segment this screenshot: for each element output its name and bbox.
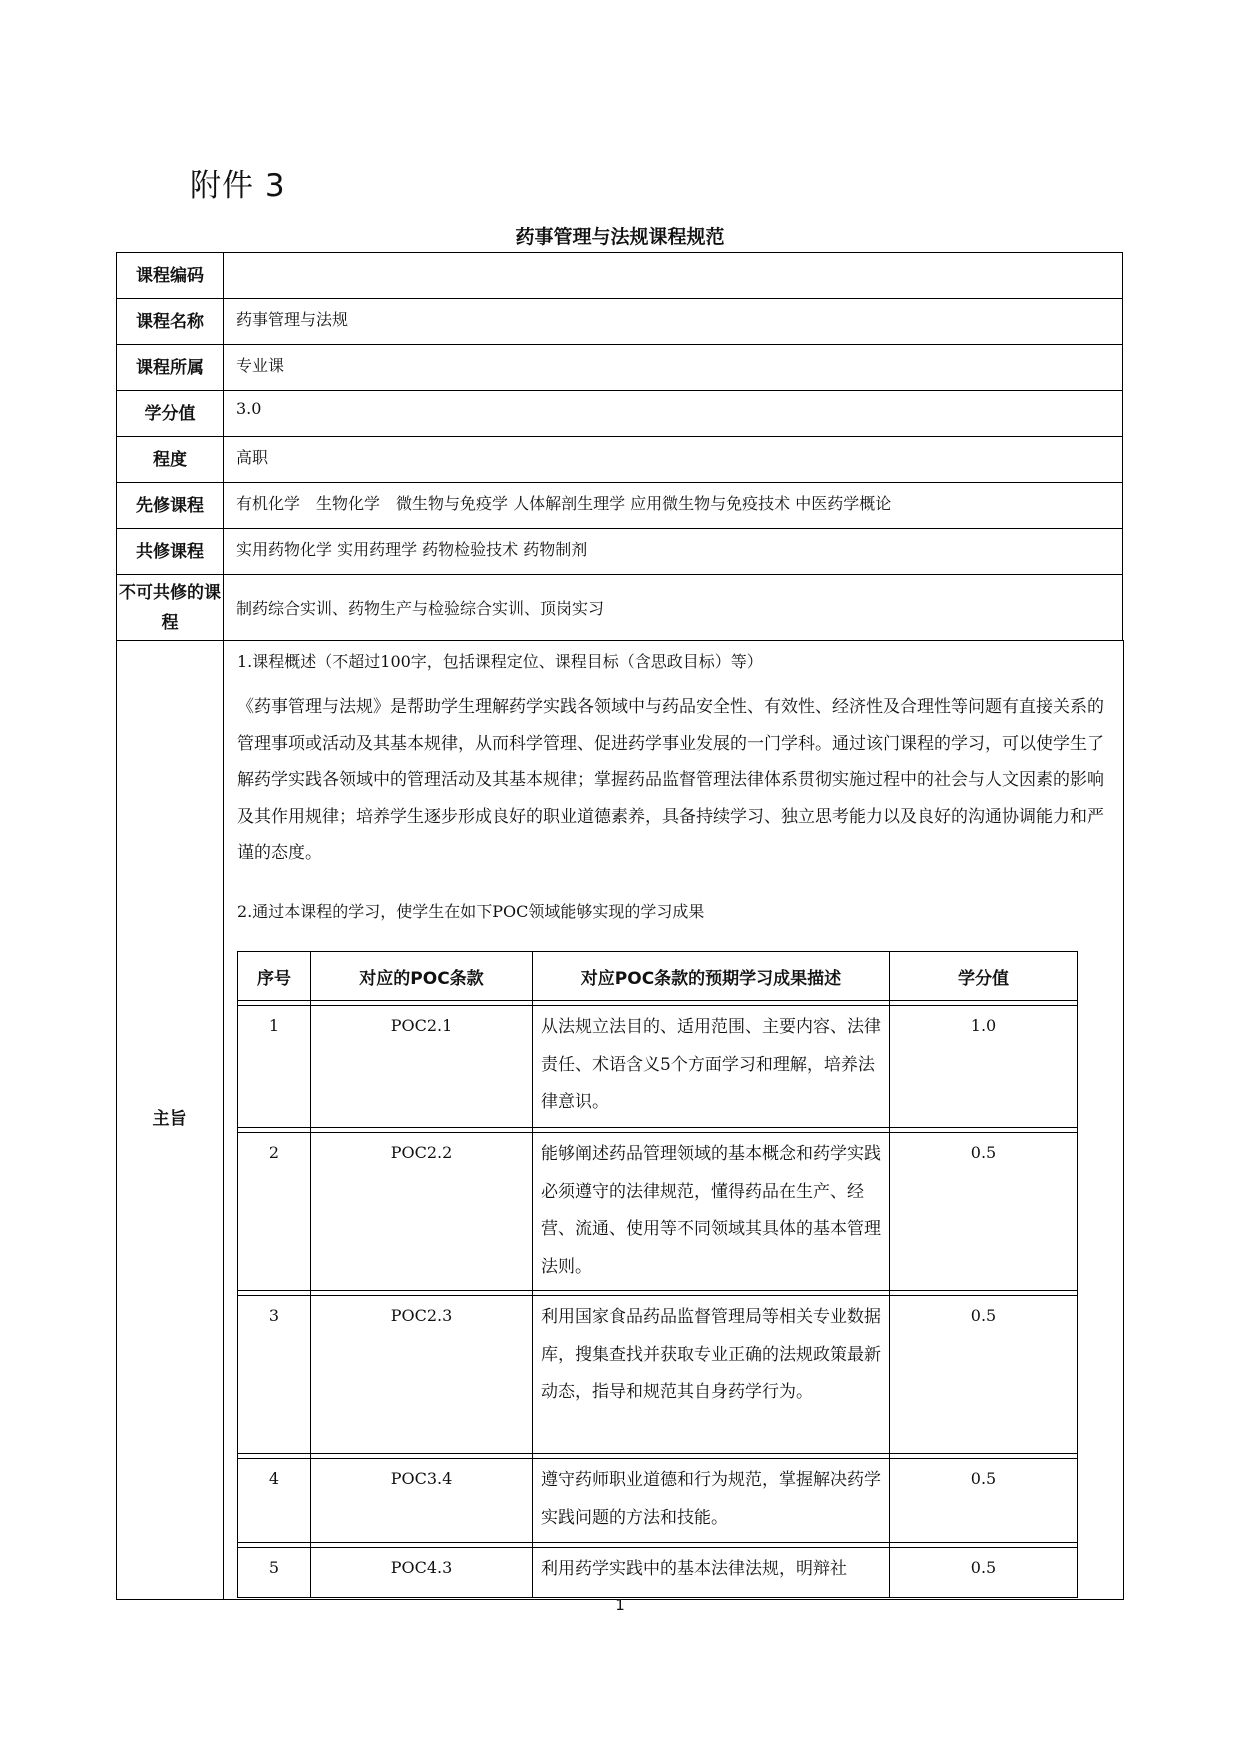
document-title: 药事管理与法规课程规范	[515, 226, 725, 248]
row-no: 4	[238, 1459, 311, 1543]
row-credit: 0.5	[890, 1133, 1078, 1291]
label-course-category: 课程所属	[117, 345, 224, 391]
row-credit: 0.5	[890, 1459, 1078, 1543]
label-level: 程度	[117, 437, 224, 483]
course-spec-table	[116, 252, 1123, 641]
label-course-name: 课程名称	[117, 299, 224, 345]
row-no: 5	[238, 1548, 311, 1598]
row-prerequisites	[117, 483, 1123, 529]
label-exclusions	[117, 575, 224, 641]
row-desc: 利用药学实践中的基本法律法规，明辩社	[533, 1548, 890, 1598]
row-poc: POC4.3	[311, 1548, 533, 1598]
main-right-border	[1123, 640, 1124, 1600]
table-row	[238, 1133, 1078, 1291]
value-prerequisites: 有机化学 生物化学 微生物与免疫学 人体解剖生理学 应用微生物与免疫技术 中医药学概论	[236, 494, 892, 513]
row-poc: POC2.3	[311, 1296, 533, 1454]
row-credits	[117, 391, 1123, 437]
value-corequisites: 实用药物化学 实用药理学 药物检验技术 药物制剂	[236, 540, 588, 559]
main-label: 主旨	[152, 1109, 187, 1129]
header-desc: 对应POC条款的预期学习成果描述	[533, 952, 890, 1001]
overview-paragraph: 《药事管理与法规》是帮助学生理解药学实践各领域中与药品安全性、有效性、经济性及合理性等问题有直接关系的管理事项或活动及其基本规律，从而科学管理、促进药学事业发展的一门学科。通过该门课程的学习，可以使学生了解药学实践各领域中的管理活动及其基本规律；掌握药品监督管理法律体系贯彻实施过程中的社会与人文因素的影响及其作用规律；培养学生逐步形成良好的职业道德素养，具备持续学习、独立思考能力以及良好的沟通协调能力和严谨的态度。	[237, 697, 1104, 864]
row-course-code	[117, 253, 1123, 299]
row-corequisites	[117, 529, 1123, 575]
header-credit: 学分值	[890, 952, 1078, 1001]
row-course-name	[117, 299, 1123, 345]
row-no: 3	[238, 1296, 311, 1454]
outcomes-table	[237, 951, 1078, 1598]
value-course-name: 药事管理与法规	[236, 310, 349, 329]
header-no: 序号	[238, 952, 311, 1001]
row-poc: POC2.1	[311, 1006, 533, 1128]
table-row	[238, 1296, 1078, 1454]
row-credit: 0.5	[890, 1296, 1078, 1454]
label-corequisites: 共修课程	[117, 529, 224, 575]
table-row	[238, 1006, 1078, 1128]
main-divider	[223, 640, 224, 1600]
row-desc: 能够阐述药品管理领域的基本概念和药学实践必须遵守的法律规范，懂得药品在生产、经营、流通、使用等不同领域其具体的基本管理法则。	[533, 1133, 890, 1291]
row-credit: 0.5	[890, 1548, 1078, 1598]
table-row	[238, 1548, 1078, 1598]
row-desc: 遵守药师职业道德和行为规范，掌握解决药学实践问题的方法和技能。	[533, 1459, 890, 1543]
row-no: 2	[238, 1133, 311, 1291]
row-no: 1	[238, 1006, 311, 1128]
row-poc: POC2.2	[311, 1133, 533, 1291]
page-number: 1	[615, 1596, 625, 1614]
attachment-label: 附件 3	[190, 168, 286, 204]
row-desc: 利用国家食品药品监督管理局等相关专业数据库，搜集查找并获取专业正确的法规政策最新动态，指导和规范其自身药学行为。	[533, 1296, 890, 1454]
label-credits: 学分值	[117, 391, 224, 437]
label-course-code: 课程编码	[117, 253, 224, 299]
row-exclusions	[117, 575, 1123, 641]
value-course-category: 专业课	[236, 356, 285, 375]
label-prerequisites: 先修课程	[117, 483, 224, 529]
section-overview-heading: 1.课程概述（不超过100字，包括课程定位、课程目标（含思政目标）等）	[237, 652, 763, 671]
table-row	[238, 1459, 1078, 1543]
section-outcomes-heading: 2.通过本课程的学习，使学生在如下POC领域能够实现的学习成果	[237, 902, 705, 921]
label-exclusions-text: 不可共修的课程	[119, 582, 221, 633]
header-poc: 对应的POC条款	[311, 952, 533, 1001]
value-course-code	[236, 253, 1110, 261]
value-credits: 3.0	[236, 399, 262, 418]
row-poc: POC3.4	[311, 1459, 533, 1543]
row-desc: 从法规立法目的、适用范围、主要内容、法律责任、术语含义5个方面学习和理解，培养法律意识。	[533, 1006, 890, 1128]
value-exclusions: 制药综合实训、药物生产与检验综合实训、顶岗实习	[236, 599, 605, 618]
row-credit: 1.0	[890, 1006, 1078, 1128]
row-course-category	[117, 345, 1123, 391]
outcomes-header-row	[238, 952, 1078, 1001]
value-level: 高职	[236, 448, 269, 467]
row-level	[117, 437, 1123, 483]
